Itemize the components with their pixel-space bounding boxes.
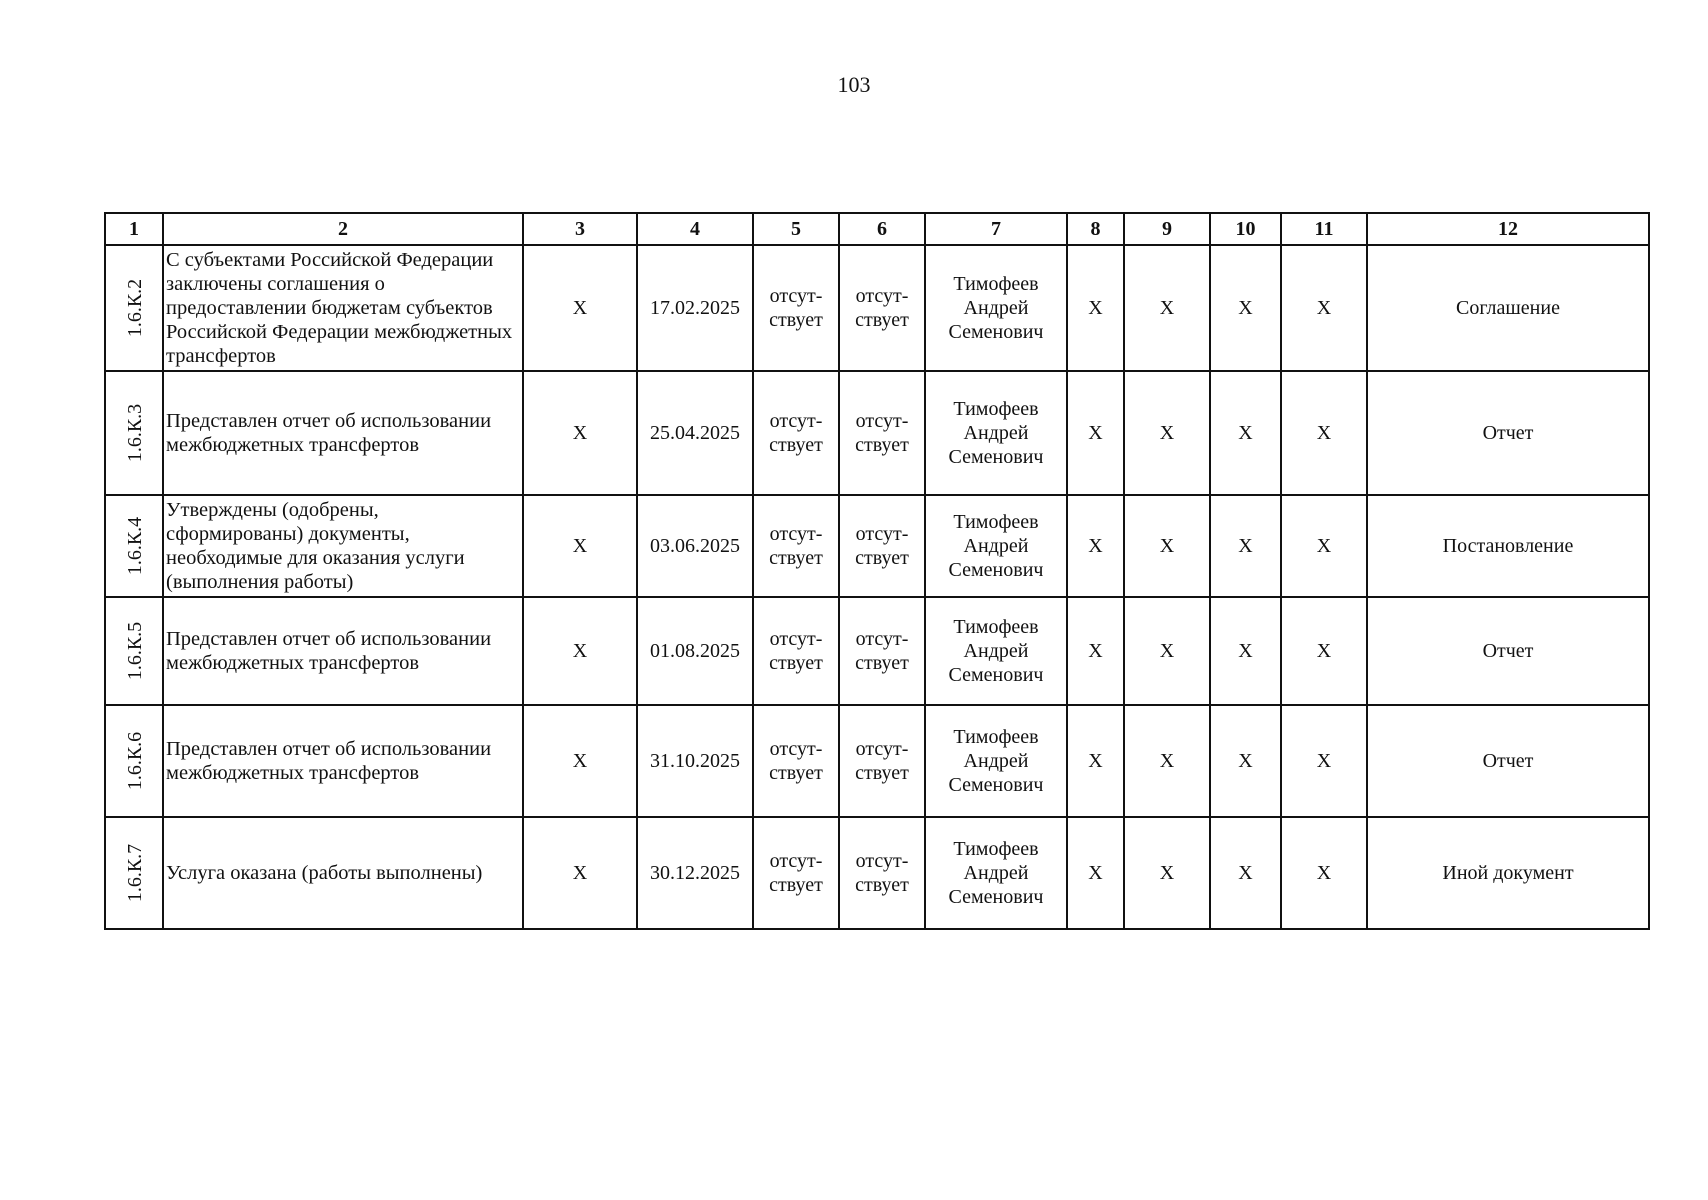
row-document: Постановление (1367, 495, 1649, 597)
cell-col3: X (523, 705, 637, 817)
cell-col8: X (1067, 495, 1124, 597)
row-responsible: Тимофеев Андрей Семенович (925, 371, 1067, 495)
cell-col11: X (1281, 495, 1367, 597)
table-row (105, 495, 1649, 597)
row-date: 01.08.2025 (637, 597, 753, 705)
cell-col8: X (1067, 371, 1124, 495)
cell-col8: X (1067, 597, 1124, 705)
cell-col10: X (1210, 705, 1281, 817)
row-responsible: Тимофеев Андрей Семенович (925, 245, 1067, 371)
cell-col9: X (1124, 597, 1210, 705)
cell-col3: X (523, 817, 637, 929)
row-code: 1.6.К.5 (124, 621, 147, 681)
row-code: 1.6.К.3 (124, 403, 147, 463)
row-document: Соглашение (1367, 245, 1649, 371)
table-row (105, 245, 1649, 371)
row-responsible: Тимофеев Андрей Семенович (925, 495, 1067, 597)
cell-col5: отсут-ствует (753, 371, 839, 495)
row-code: 1.6.К.7 (124, 843, 147, 903)
cell-col9: X (1124, 245, 1210, 371)
row-responsible: Тимофеев Андрей Семенович (925, 705, 1067, 817)
cell-col11: X (1281, 705, 1367, 817)
row-name: Представлен отчет об использовании межбюджетных трансфертов (163, 371, 523, 495)
cell-col6: отсут-ствует (839, 371, 925, 495)
cell-col11: X (1281, 245, 1367, 371)
row-code: 1.6.К.2 (124, 278, 147, 338)
header-cell: 3 (523, 213, 637, 245)
row-code: 1.6.К.4 (124, 516, 147, 576)
row-code-cell (105, 817, 163, 929)
cell-col8: X (1067, 245, 1124, 371)
row-code-cell (105, 597, 163, 705)
cell-col6: отсут-ствует (839, 245, 925, 371)
row-date: 17.02.2025 (637, 245, 753, 371)
header-cell: 10 (1210, 213, 1281, 245)
cell-col5: отсут-ствует (753, 245, 839, 371)
row-document: Отчет (1367, 705, 1649, 817)
cell-col3: X (523, 495, 637, 597)
row-date: 30.12.2025 (637, 817, 753, 929)
cell-col5: отсут-ствует (753, 597, 839, 705)
cell-col3: X (523, 245, 637, 371)
header-cell: 4 (637, 213, 753, 245)
cell-col9: X (1124, 371, 1210, 495)
page-number: 103 (837, 72, 871, 97)
cell-col10: X (1210, 597, 1281, 705)
cell-col10: X (1210, 495, 1281, 597)
header-cell: 5 (753, 213, 839, 245)
row-date: 31.10.2025 (637, 705, 753, 817)
row-name: С субъектами Российской Федерации заключены соглашения о предоставлении бюджетам субъектов Российской Федерации межбюджетных трансфертов (163, 245, 523, 371)
table-row (105, 817, 1649, 929)
cell-col8: X (1067, 705, 1124, 817)
cell-col5: отсут-ствует (753, 817, 839, 929)
row-name: Представлен отчет об использовании межбюджетных трансфертов (163, 705, 523, 817)
cell-col8: X (1067, 817, 1124, 929)
table-row (105, 597, 1649, 705)
row-code: 1.6.К.6 (124, 731, 147, 791)
row-code-cell (105, 705, 163, 817)
cell-col3: X (523, 371, 637, 495)
cell-col11: X (1281, 817, 1367, 929)
row-document: Отчет (1367, 371, 1649, 495)
cell-col11: X (1281, 597, 1367, 705)
table-row (105, 371, 1649, 495)
cell-col10: X (1210, 245, 1281, 371)
table-row (105, 705, 1649, 817)
row-name: Услуга оказана (работы выполнены) (163, 817, 523, 929)
row-date: 03.06.2025 (637, 495, 753, 597)
header-cell: 8 (1067, 213, 1124, 245)
cell-col6: отсут-ствует (839, 495, 925, 597)
header-cell: 12 (1367, 213, 1649, 245)
row-responsible: Тимофеев Андрей Семенович (925, 597, 1067, 705)
cell-col5: отсут-ствует (753, 495, 839, 597)
cell-col10: X (1210, 817, 1281, 929)
header-cell: 7 (925, 213, 1067, 245)
header-row (105, 213, 1649, 245)
row-responsible: Тимофеев Андрей Семенович (925, 817, 1067, 929)
header-cell: 2 (163, 213, 523, 245)
row-code-cell (105, 495, 163, 597)
row-document: Отчет (1367, 597, 1649, 705)
cell-col9: X (1124, 705, 1210, 817)
row-name: Представлен отчет об использовании межбюджетных трансфертов (163, 597, 523, 705)
cell-col6: отсут-ствует (839, 597, 925, 705)
cell-col5: отсут-ствует (753, 705, 839, 817)
cell-col6: отсут-ствует (839, 817, 925, 929)
row-code-cell (105, 245, 163, 371)
header-cell: 6 (839, 213, 925, 245)
cell-col11: X (1281, 371, 1367, 495)
header-cell: 9 (1124, 213, 1210, 245)
row-date: 25.04.2025 (637, 371, 753, 495)
row-code-cell (105, 371, 163, 495)
header-cell: 1 (105, 213, 163, 245)
cell-col10: X (1210, 371, 1281, 495)
control-points-table (104, 212, 1650, 930)
cell-col6: отсут-ствует (839, 705, 925, 817)
cell-col3: X (523, 597, 637, 705)
cell-col9: X (1124, 495, 1210, 597)
header-cell: 11 (1281, 213, 1367, 245)
row-name: Утверждены (одобрены, сформированы) документы, необходимые для оказания услуги (выполнения работы) (163, 495, 523, 597)
cell-col9: X (1124, 817, 1210, 929)
row-document: Иной документ (1367, 817, 1649, 929)
